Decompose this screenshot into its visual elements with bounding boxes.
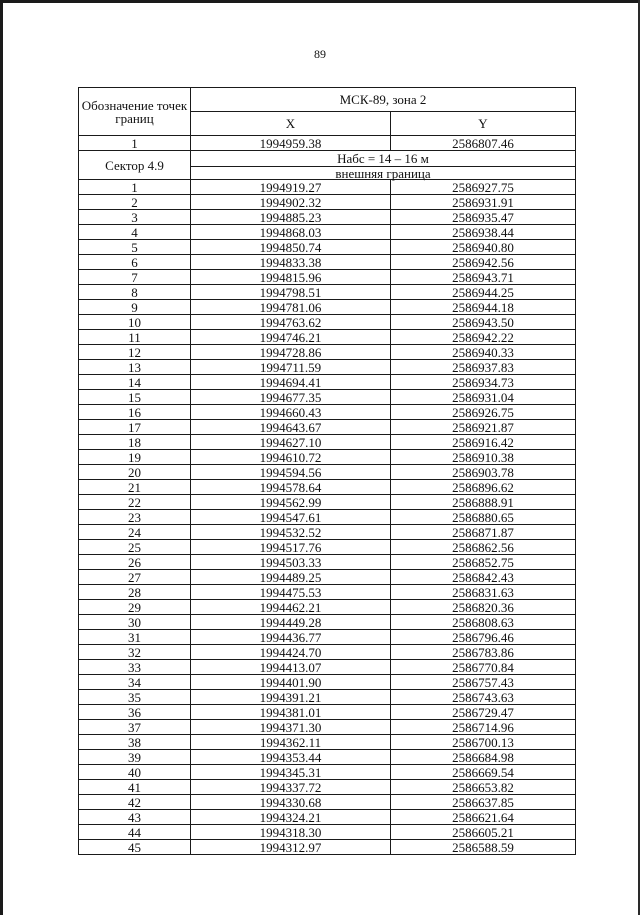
point-number: 3 [79, 210, 191, 225]
point-number: 11 [79, 330, 191, 345]
point-number: 35 [79, 690, 191, 705]
table-row [79, 285, 576, 300]
table-row [79, 300, 576, 315]
y-value: 2586700.13 [391, 735, 576, 750]
table-row [79, 180, 576, 195]
x-value: 1994475.53 [191, 585, 391, 600]
table-row [79, 465, 576, 480]
y-value: 2586653.82 [391, 780, 576, 795]
x-value: 1994353.44 [191, 750, 391, 765]
y-value: 2586842.43 [391, 570, 576, 585]
y-value: 2586903.78 [391, 465, 576, 480]
y-value: 2586942.22 [391, 330, 576, 345]
table-row [79, 315, 576, 330]
y-value: 2586588.59 [391, 840, 576, 855]
y-value: 2586757.43 [391, 675, 576, 690]
table-row [79, 600, 576, 615]
y-value: 2586931.04 [391, 390, 576, 405]
y-value: 2586796.46 [391, 630, 576, 645]
coordinates-table [78, 87, 576, 855]
x-value: 1994746.21 [191, 330, 391, 345]
x-value: 1994728.86 [191, 345, 391, 360]
table-row [79, 840, 576, 855]
table-row [79, 495, 576, 510]
x-value: 1994330.68 [191, 795, 391, 810]
y-value: 2586862.56 [391, 540, 576, 555]
y-value: 2586934.73 [391, 375, 576, 390]
y-value: 2586938.44 [391, 225, 576, 240]
y-value: 2586820.36 [391, 600, 576, 615]
scan-border-top [0, 0, 640, 3]
y-value: 2586743.63 [391, 690, 576, 705]
table-row [79, 405, 576, 420]
header-row-system [79, 88, 576, 112]
x-value: 1994959.38 [191, 136, 391, 151]
point-number: 42 [79, 795, 191, 810]
point-number: 14 [79, 375, 191, 390]
y-value: 2586896.62 [391, 480, 576, 495]
table-row [79, 825, 576, 840]
table-row [79, 765, 576, 780]
y-value: 2586621.64 [391, 810, 576, 825]
table-row [79, 645, 576, 660]
point-number: 23 [79, 510, 191, 525]
y-value: 2586921.87 [391, 420, 576, 435]
point-number: 37 [79, 720, 191, 735]
x-value: 1994627.10 [191, 435, 391, 450]
x-value: 1994362.11 [191, 735, 391, 750]
table-row [79, 690, 576, 705]
y-value: 2586729.47 [391, 705, 576, 720]
point-number: 12 [79, 345, 191, 360]
table-row [79, 420, 576, 435]
table-row [79, 750, 576, 765]
table-row [79, 795, 576, 810]
y-value: 2586871.87 [391, 525, 576, 540]
x-value: 1994902.32 [191, 195, 391, 210]
y-value: 2586942.56 [391, 255, 576, 270]
x-value: 1994337.72 [191, 780, 391, 795]
y-value: 2586783.86 [391, 645, 576, 660]
table-row [79, 780, 576, 795]
point-number: 31 [79, 630, 191, 645]
y-value: 2586684.98 [391, 750, 576, 765]
x-value: 1994462.21 [191, 600, 391, 615]
point-number: 9 [79, 300, 191, 315]
sector-boundary: внешняя граница [191, 167, 576, 180]
y-value: 2586943.71 [391, 270, 576, 285]
table-row [79, 435, 576, 450]
table-row [79, 810, 576, 825]
table-row [79, 585, 576, 600]
table-row [79, 195, 576, 210]
page-number: 89 [314, 47, 326, 61]
y-value: 2586916.42 [391, 435, 576, 450]
point-number: 38 [79, 735, 191, 750]
table-row [79, 675, 576, 690]
point-number: 7 [79, 270, 191, 285]
y-value: 2586831.63 [391, 585, 576, 600]
x-value: 1994503.33 [191, 555, 391, 570]
point-number: 34 [79, 675, 191, 690]
point-number: 20 [79, 465, 191, 480]
table-row [79, 450, 576, 465]
y-value: 2586605.21 [391, 825, 576, 840]
x-value: 1994763.62 [191, 315, 391, 330]
table-row [79, 225, 576, 240]
point-number: 27 [79, 570, 191, 585]
y-value: 2586880.65 [391, 510, 576, 525]
y-value: 2586926.75 [391, 405, 576, 420]
point-number: 29 [79, 600, 191, 615]
header-coordinate-system: МСК-89, зона 2 [191, 88, 576, 112]
point-number: 19 [79, 450, 191, 465]
x-value: 1994815.96 [191, 270, 391, 285]
y-value: 2586888.91 [391, 495, 576, 510]
y-value: 2586770.84 [391, 660, 576, 675]
y-value: 2586944.18 [391, 300, 576, 315]
point-number: 15 [79, 390, 191, 405]
point-number: 2 [79, 195, 191, 210]
x-value: 1994489.25 [191, 570, 391, 585]
x-value: 1994532.52 [191, 525, 391, 540]
y-value: 2586943.50 [391, 315, 576, 330]
x-value: 1994694.41 [191, 375, 391, 390]
x-value: 1994381.01 [191, 705, 391, 720]
y-value: 2586852.75 [391, 555, 576, 570]
x-value: 1994547.61 [191, 510, 391, 525]
table-row [79, 615, 576, 630]
table-row [79, 660, 576, 675]
table-row [79, 480, 576, 495]
point-number: 25 [79, 540, 191, 555]
point-number: 5 [79, 240, 191, 255]
point-number: 26 [79, 555, 191, 570]
point-number: 10 [79, 315, 191, 330]
x-value: 1994401.90 [191, 675, 391, 690]
point-number: 28 [79, 585, 191, 600]
y-value: 2586927.75 [391, 180, 576, 195]
x-value: 1994578.64 [191, 480, 391, 495]
y-value: 2586931.91 [391, 195, 576, 210]
x-value: 1994424.70 [191, 645, 391, 660]
point-number: 30 [79, 615, 191, 630]
table-row [79, 570, 576, 585]
table-row [79, 555, 576, 570]
scan-border-left [0, 0, 3, 915]
table-row [79, 705, 576, 720]
x-value: 1994562.99 [191, 495, 391, 510]
table-row [79, 330, 576, 345]
x-value: 1994919.27 [191, 180, 391, 195]
x-value: 1994312.97 [191, 840, 391, 855]
point-number: 1 [79, 136, 191, 151]
table-row [79, 360, 576, 375]
point-number: 18 [79, 435, 191, 450]
x-value: 1994517.76 [191, 540, 391, 555]
x-value: 1994413.07 [191, 660, 391, 675]
point-number: 39 [79, 750, 191, 765]
y-value: 2586910.38 [391, 450, 576, 465]
x-value: 1994833.38 [191, 255, 391, 270]
x-value: 1994594.56 [191, 465, 391, 480]
x-value: 1994324.21 [191, 810, 391, 825]
y-value: 2586937.83 [391, 360, 576, 375]
sector-label: Сектор 4.9 [79, 151, 191, 180]
y-value: 2586808.63 [391, 615, 576, 630]
x-value: 1994391.21 [191, 690, 391, 705]
point-number: 16 [79, 405, 191, 420]
x-value: 1994449.28 [191, 615, 391, 630]
table-row [79, 240, 576, 255]
x-value: 1994798.51 [191, 285, 391, 300]
point-number: 32 [79, 645, 191, 660]
x-value: 1994436.77 [191, 630, 391, 645]
y-value: 2586935.47 [391, 210, 576, 225]
header-y: Y [391, 112, 576, 136]
x-value: 1994371.30 [191, 720, 391, 735]
sector-height: Набс = 14 – 16 м [191, 151, 576, 167]
point-number: 21 [79, 480, 191, 495]
header-point-label: Обозначение точек границ [79, 88, 191, 136]
point-number: 33 [79, 660, 191, 675]
x-value: 1994660.43 [191, 405, 391, 420]
point-number: 4 [79, 225, 191, 240]
point-number: 43 [79, 810, 191, 825]
table-row [79, 345, 576, 360]
point-number: 45 [79, 840, 191, 855]
point-number: 22 [79, 495, 191, 510]
table-row [79, 735, 576, 750]
header-x: X [191, 112, 391, 136]
point-number: 6 [79, 255, 191, 270]
x-value: 1994643.67 [191, 420, 391, 435]
y-value: 2586714.96 [391, 720, 576, 735]
point-number: 8 [79, 285, 191, 300]
table-row [79, 270, 576, 285]
sector-height-row [79, 151, 576, 167]
table-row [79, 210, 576, 225]
point-number: 1 [79, 180, 191, 195]
point-number: 36 [79, 705, 191, 720]
table-row [79, 375, 576, 390]
y-value: 2586944.25 [391, 285, 576, 300]
x-value: 1994677.35 [191, 390, 391, 405]
y-value: 2586669.54 [391, 765, 576, 780]
table-row [79, 720, 576, 735]
x-value: 1994781.06 [191, 300, 391, 315]
y-value: 2586940.80 [391, 240, 576, 255]
point-number: 17 [79, 420, 191, 435]
table-row [79, 525, 576, 540]
table-row [79, 136, 576, 151]
point-number: 44 [79, 825, 191, 840]
x-value: 1994610.72 [191, 450, 391, 465]
x-value: 1994318.30 [191, 825, 391, 840]
point-number: 40 [79, 765, 191, 780]
y-value: 2586807.46 [391, 136, 576, 151]
x-value: 1994868.03 [191, 225, 391, 240]
point-number: 24 [79, 525, 191, 540]
table-row [79, 540, 576, 555]
x-value: 1994850.74 [191, 240, 391, 255]
x-value: 1994885.23 [191, 210, 391, 225]
y-value: 2586940.33 [391, 345, 576, 360]
table-row [79, 255, 576, 270]
y-value: 2586637.85 [391, 795, 576, 810]
point-number: 41 [79, 780, 191, 795]
x-value: 1994711.59 [191, 360, 391, 375]
table-row [79, 630, 576, 645]
table-row [79, 390, 576, 405]
x-value: 1994345.31 [191, 765, 391, 780]
table-row [79, 510, 576, 525]
point-number: 13 [79, 360, 191, 375]
